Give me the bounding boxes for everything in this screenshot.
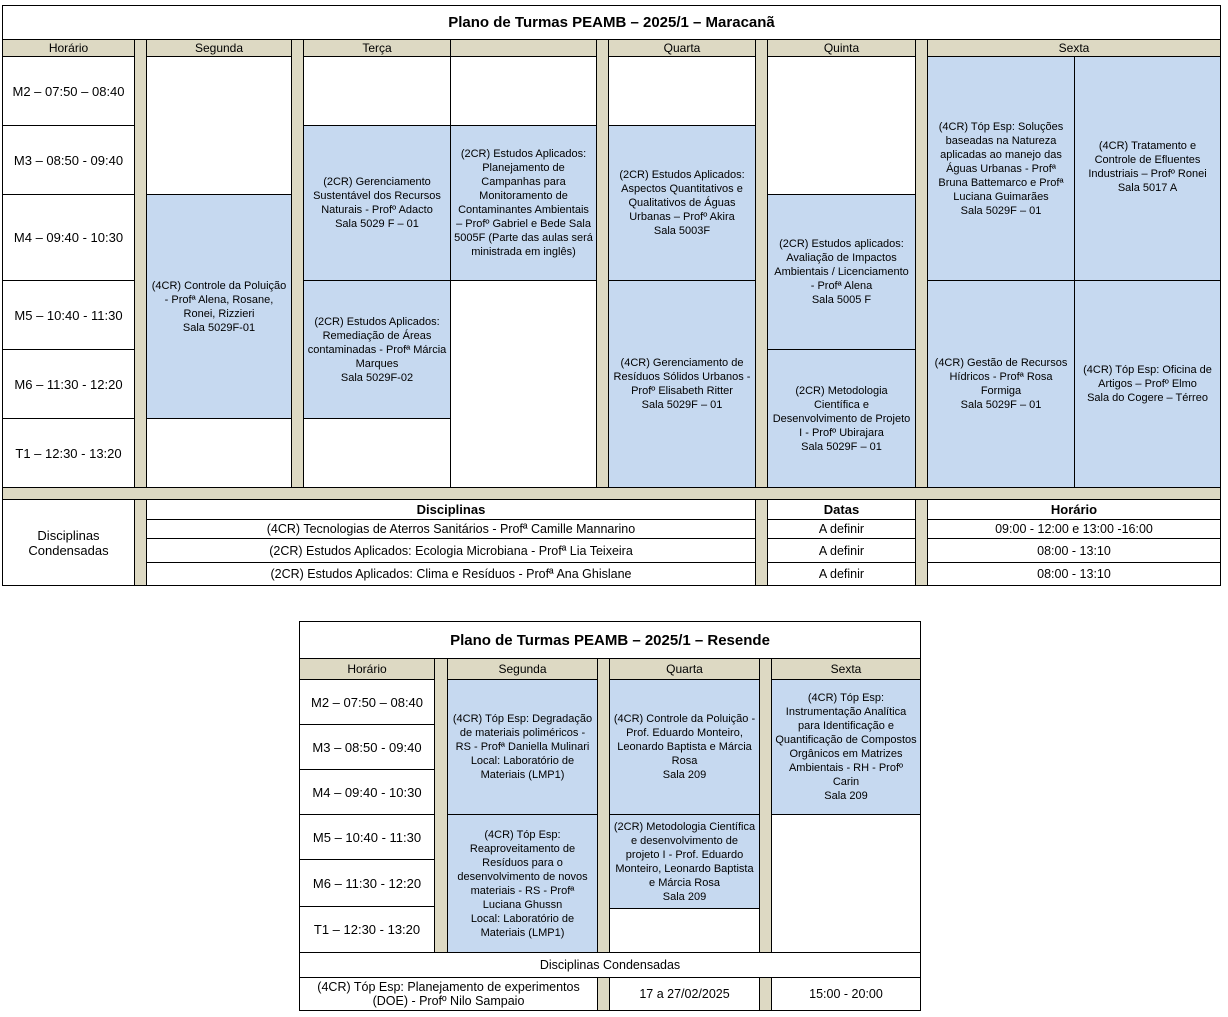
class-block-controle-poluicao — [146, 194, 292, 419]
header-quarta: Quarta — [609, 658, 760, 680]
time-slot: T1 – 12:30 - 13:20 — [2, 418, 135, 488]
empty-slot — [450, 56, 597, 126]
condensed-date: A definir — [767, 519, 916, 539]
class-block-aspectos-quantitativos — [608, 125, 756, 281]
class-text: (4CR) Tratamento e Controle de Efluentes Industriais – Profº Ronei Sala 5017 A — [1088, 140, 1207, 194]
condensed-time: 15:00 - 20:00 — [771, 977, 921, 1011]
resende-title: Plano de Turmas PEAMB – 2025/1 – Resende — [299, 621, 921, 659]
class-text: (4CR) Tóp Esp: Degradação de materiais poliméricos - RS - Profª Daniella Mulinari Local: Laboratório de Materiais (LMP1) — [452, 713, 593, 781]
header-quarta: Quarta — [608, 39, 756, 57]
class-block-metodologia — [767, 349, 916, 488]
header-segunda: Segunda — [146, 39, 292, 57]
class-block-solucoes-natureza — [927, 56, 1075, 281]
condensed-discipline — [299, 977, 598, 1011]
condensed-discipline: (2CR) Estudos Aplicados: Clima e Resíduos - Profª Ana Ghislane — [146, 562, 756, 586]
class-block-controle-poluicao — [609, 679, 760, 815]
class-text: (2CR) Metodologia Científica e Desenvolvimento de Projeto I - Profº Ubirajara Sala 5029F – 01 — [772, 384, 911, 453]
empty-slot — [608, 56, 756, 126]
header-horario: Horário — [2, 39, 135, 57]
class-text: (2CR) Estudos Aplicados: Planejamento de Campanhas para Monitoramento de Contaminantes Ambientais – Profº Gabriel e Bede Sala 5005F (Parte das aulas será ministrada em inglês) — [454, 148, 593, 258]
header-horario: Horário — [299, 658, 435, 680]
time-slot: M4 – 09:40 - 10:30 — [2, 194, 135, 281]
class-block-gerenciamento-sustentavel — [303, 125, 451, 281]
header-terca: Terça — [303, 39, 451, 57]
class-text: (4CR) Tóp Esp: Oficina de Artigos – Profº Elmo Sala do Cogere – Térreo — [1083, 364, 1212, 404]
condensed-discipline-text: (4CR) Tóp Esp: Planejamento de experimentos (DOE) - Profº Nilo Sampaio — [317, 980, 580, 1008]
class-block-efluentes — [1074, 56, 1221, 281]
condensed-date: A definir — [767, 538, 916, 563]
header-sexta: Sexta — [771, 658, 921, 680]
condensed-label-text: Disciplinas Condensadas — [28, 527, 109, 558]
empty-slot — [146, 56, 292, 195]
condensed-time: 08:00 - 13:10 — [927, 538, 1221, 563]
condensed-date: 17 a 27/02/2025 — [609, 977, 760, 1011]
class-block-instrumentacao — [771, 679, 921, 815]
col-header-datas: Datas — [767, 499, 916, 520]
empty-slot — [303, 418, 451, 488]
time-slot: T1 – 12:30 - 13:20 — [299, 906, 435, 953]
class-block-recursos-hidricos — [927, 280, 1075, 488]
class-block-degradacao — [447, 679, 598, 815]
empty-slot — [303, 56, 451, 126]
time-slot: M2 – 07:50 – 08:40 — [2, 56, 135, 126]
class-text: (4CR) Tóp Esp: Reaproveitamento de Resíduos para o desenvolvimento de novos materiais - RS - Profª Luciana Ghussn Local: Laboratório de Materiais (LMP1) — [457, 828, 588, 939]
condensed-discipline: (4CR) Tecnologias de Aterros Sanitários - Profª Camille Mannarino — [146, 519, 756, 539]
time-slot: M3 – 08:50 - 09:40 — [2, 125, 135, 195]
class-block-remediacao — [303, 280, 451, 419]
class-block-avaliacao-impactos — [767, 194, 916, 350]
maracana-title: Plano de Turmas PEAMB – 2025/1 – Maracanã — [2, 5, 1221, 40]
header-quinta: Quinta — [767, 39, 916, 57]
time-slot: M2 – 07:50 – 08:40 — [299, 679, 435, 725]
time-slot: M5 – 10:40 - 11:30 — [299, 814, 435, 860]
time-slot: M5 – 10:40 - 11:30 — [2, 280, 135, 350]
class-text: (2CR) Metodologia Científica e desenvolvimento de projeto I - Prof. Eduardo Monteiro, Leonardo Baptista e Márcia Rosa Sala 209 — [613, 820, 756, 903]
time-slot: M4 – 09:40 - 10:30 — [299, 769, 435, 815]
condensed-date: A definir — [767, 562, 916, 586]
class-text: (4CR) Tóp Esp: Instrumentação Analítica para Identificação e Quantificação de Compostos Orgânicos em Matrizes Ambientais - RH - Profº Carin Sala 209 — [775, 692, 917, 802]
class-text: (2CR) Gerenciamento Sustentável dos Recursos Naturais - Profº Adacto Sala 5029 F – 01 — [313, 176, 441, 230]
class-block-reaproveitamento — [447, 814, 598, 953]
spacer-column — [434, 658, 448, 953]
empty-slot — [450, 280, 597, 488]
header-segunda: Segunda — [447, 658, 598, 680]
class-text: (4CR) Controle da Poluição - Prof. Eduardo Monteiro, Leonardo Baptista e Márcia Rosa Sala 209 — [613, 713, 756, 781]
time-slot: M6 – 11:30 - 12:20 — [299, 859, 435, 907]
condensed-discipline: (2CR) Estudos Aplicados: Ecologia Microbiana - Profª Lia Teixeira — [146, 538, 756, 563]
empty-slot — [771, 814, 921, 953]
class-text: (4CR) Gerenciamento de Resíduos Sólidos Urbanos - Profº Elisabeth Ritter Sala 5029F – 01 — [613, 357, 751, 411]
header-sexta: Sexta — [927, 39, 1221, 57]
condensed-time: 08:00 - 13:10 — [927, 562, 1221, 586]
time-slot: M3 – 08:50 - 09:40 — [299, 724, 435, 770]
condensed-label: Disciplinas Condensadas — [299, 952, 921, 978]
class-text: (2CR) Estudos aplicados: Avaliação de Impactos Ambientais / Licenciamento - Profª Alena Sala 5005 F — [774, 238, 909, 306]
class-block-residuos-solidos — [608, 280, 756, 488]
empty-slot — [767, 56, 916, 195]
col-header-disciplinas: Disciplinas — [146, 499, 756, 520]
class-text: (2CR) Estudos Aplicados: Aspectos Quantitativos e Qualitativos de Águas Urbanas – Profº Akira Sala 5003F — [619, 169, 745, 237]
condensed-time: 09:00 - 12:00 e 13:00 -16:00 — [927, 519, 1221, 539]
empty-slot — [146, 418, 292, 488]
class-text: (4CR) Gestão de Recursos Hídricos - Profª Rosa Formiga Sala 5029F – 01 — [934, 357, 1068, 411]
class-text: (4CR) Tóp Esp: Soluções baseadas na Natureza aplicadas ao manejo das Águas Urbanas - Profª Bruna Battemarco e Profª Luciana Guimarães Sala 5029F – 01 — [938, 120, 1064, 217]
empty-slot — [609, 908, 760, 953]
class-text: (4CR) Controle da Poluição - Profª Alena, Rosane, Ronei, Rizzieri Sala 5029F-01 — [151, 279, 287, 334]
condensed-label — [2, 499, 135, 586]
time-slot: M6 – 11:30 - 12:20 — [2, 349, 135, 419]
col-header-horario: Horário — [927, 499, 1221, 520]
class-text: (2CR) Estudos Aplicados: Remediação de Áreas contaminadas - Profª Márcia Marques Sala 5029F-02 — [307, 315, 447, 384]
class-block-metodologia — [609, 814, 760, 909]
header-terca-blank — [450, 39, 597, 57]
class-block-oficina-artigos — [1074, 280, 1221, 488]
class-block-campanhas — [450, 125, 597, 281]
